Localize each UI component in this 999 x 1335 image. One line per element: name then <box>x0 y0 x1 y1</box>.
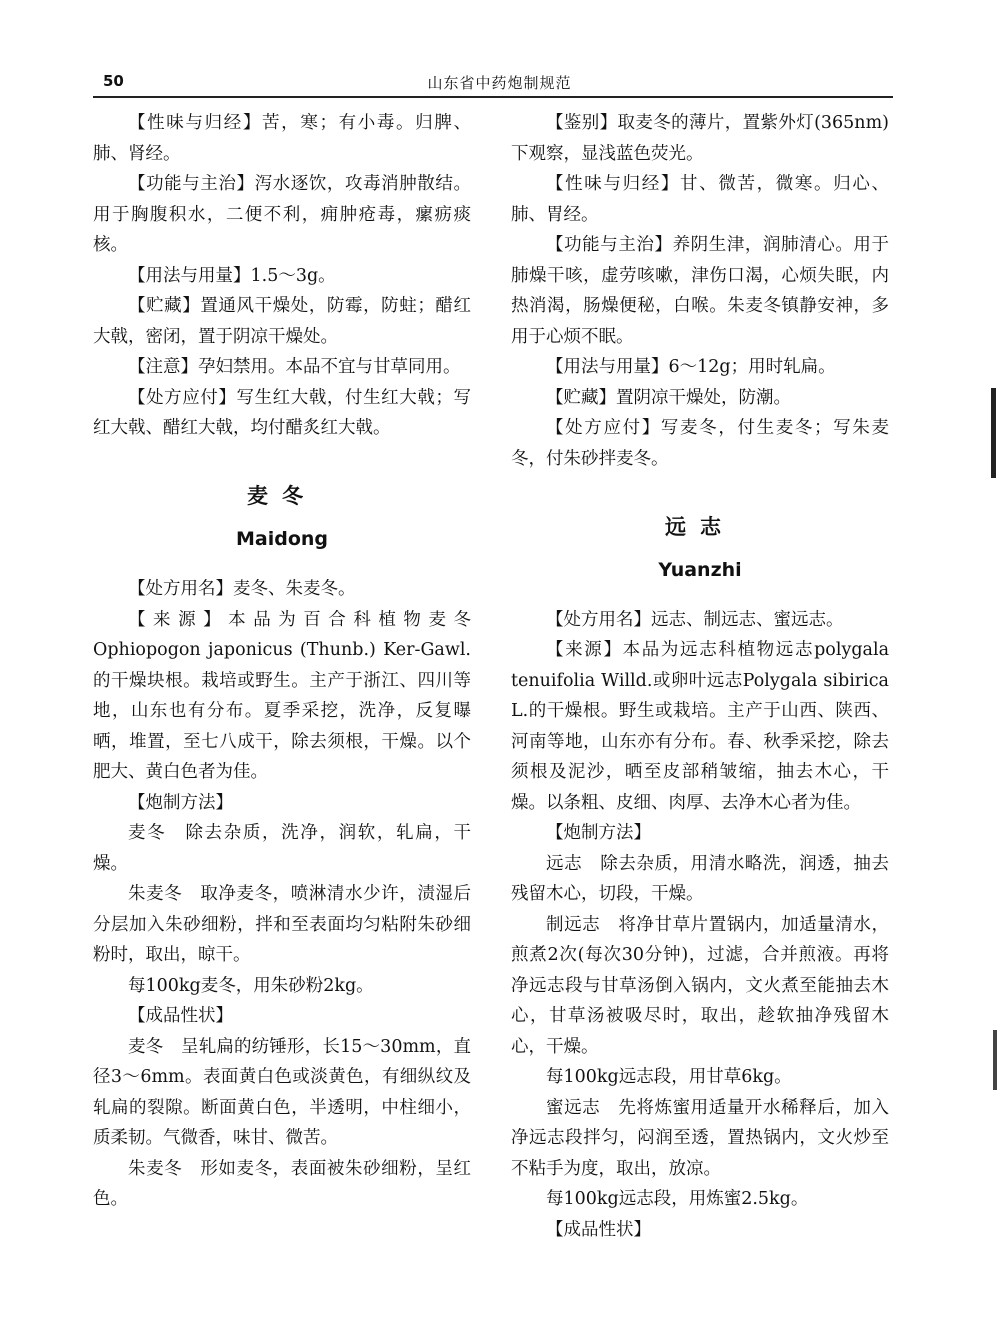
subheading: 【炮制方法】 <box>128 792 233 813</box>
header-rule <box>93 96 893 98</box>
paragraph: 【来源】本品为远志科植物远志polygala tenuifolia Willd.或卵叶远志Polygala sibirica L.的干燥根。野生或栽培。主产于山西、陕西、河南等地，山东亦有分布。春、秋季采挖，除去须根及泥沙，晒至皮部稍皱缩，抽去木心，干燥。以条粗、皮细、肉厚、去净木心者为佳。 <box>511 640 889 813</box>
paragraph: 【贮藏】置阴凉干燥处，防潮。 <box>546 387 791 408</box>
scan-edge-mark <box>993 1030 997 1090</box>
spacer <box>511 474 889 505</box>
section-title: 远志 <box>665 513 735 539</box>
spacer <box>511 591 889 605</box>
scan-edge-mark <box>991 388 996 478</box>
paragraph: 蜜远志 先将炼蜜用适量开水稀释后，加入净远志段拌匀，闷润至透，置热锅内，文火炒至不粘手为度，取出，放凉。 <box>511 1097 889 1179</box>
paragraph: 【用法与用量】1.5～3g。 <box>128 265 336 286</box>
subheading: 【炮制方法】 <box>546 823 651 843</box>
spacer <box>93 444 471 475</box>
subheading: 【成品性状】 <box>546 1219 651 1240</box>
section-pinyin: Yuanzhi <box>658 558 742 581</box>
section-title: 麦冬 <box>247 483 317 508</box>
paragraph: 麦冬 除去杂质，洗净，润软，轧扁，干燥。 <box>93 823 471 874</box>
paragraph: 【处方用名】远志、制远志、蜜远志。 <box>546 609 844 630</box>
paragraph: 麦冬 呈轧扁的纺锤形，长15～30mm，直径3～6mm。表面黄白色或淡黄色，有细纵纹及轧扁的裂隙。断面黄白色，半透明，中柱细小，质柔韧。气微香，味甘、微苦。 <box>93 1036 471 1148</box>
right-column <box>511 108 889 1245</box>
paragraph: 【用法与用量】6～12g；用时轧扁。 <box>546 357 836 377</box>
paragraph: 制远志 将净甘草片置锅内，加适量清水，煎煮2次(每次30分钟)，过滤，合并煎液。再将净远志段与甘草汤倒入锅内，文火煮至能抽去木心，甘草汤被吸尽时，取出，趁软抽净残留木心，干燥。 <box>511 914 889 1057</box>
page-number: 50 <box>103 72 124 90</box>
section-pinyin: Maidong <box>235 528 329 550</box>
left-column <box>93 108 471 1215</box>
page-header <box>0 0 999 100</box>
paragraph: 【处方应付】写麦冬，付生麦冬；写朱麦冬，付朱砂拌麦冬。 <box>511 418 889 469</box>
paragraph: 【功能与主治】泻水逐饮，攻毒消肿散结。用于胸腹积水，二便不利，痈肿疮毒，瘰疬痰核。 <box>93 174 471 255</box>
paragraph: 【鉴别】取麦冬的薄片，置紫外灯(365nm)下观察，显浅蓝色荧光。 <box>511 113 889 164</box>
spacer <box>93 560 471 574</box>
paragraph: 【性味与归经】苦，寒；有小毒。归脾、肺、肾经。 <box>93 113 471 164</box>
paragraph: 【来源】本品为百合科植物麦冬Ophiopogon japonicus (Thunb.) Ker-Gawl.的干燥块根。栽培或野生。主产于浙江、四川等地，山东也有分布。夏季采挖，洗净，反复曝晒，堆置，至七八成干，除去须根，干燥。以个肥大、黄白色者为佳。 <box>93 609 471 782</box>
paragraph: 朱麦冬 取净麦冬，喷淋清水少许，渍湿后分层加入朱砂细粉，拌和至表面均匀粘附朱砂细粉时，取出，晾干。 <box>93 884 471 965</box>
paragraph: 【功能与主治】养阴生津，润肺清心。用于肺燥干咳，虚劳咳嗽，津伤口渴，心烦失眠，内热消渴，肠燥便秘，白喉。朱麦冬镇静安神，多用于心烦不眠。 <box>511 235 889 347</box>
paragraph: 远志 除去杂质，用清水略洗，润透，抽去残留木心，切段，干燥。 <box>511 853 889 904</box>
paragraph: 【处方用名】麦冬、朱麦冬。 <box>128 579 356 599</box>
paragraph: 【性味与归经】甘、微苦，微寒。归心、肺、胃经。 <box>511 174 889 225</box>
subheading: 【成品性状】 <box>128 1006 233 1026</box>
paragraph: 朱麦冬 形如麦冬，表面被朱砂细粉，呈红色。 <box>93 1158 471 1209</box>
running-title: 山东省中药炮制规范 <box>427 74 572 92</box>
paragraph: 每100kg远志段，用甘草6kg。 <box>546 1067 792 1087</box>
paragraph: 每100kg远志段，用炼蜜2.5kg。 <box>546 1189 809 1209</box>
paragraph: 【处方应付】写生红大戟，付生红大戟；写红大戟、醋红大戟，均付醋炙红大戟。 <box>93 387 471 438</box>
paragraph: 【贮藏】置通风干燥处，防霉，防蛀；醋红大戟，密闭，置于阴凉干燥处。 <box>93 296 471 347</box>
paragraph: 每100kg麦冬，用朱砂粉2kg。 <box>128 975 374 996</box>
paragraph: 【注意】孕妇禁用。本品不宜与甘草同用。 <box>128 357 461 377</box>
